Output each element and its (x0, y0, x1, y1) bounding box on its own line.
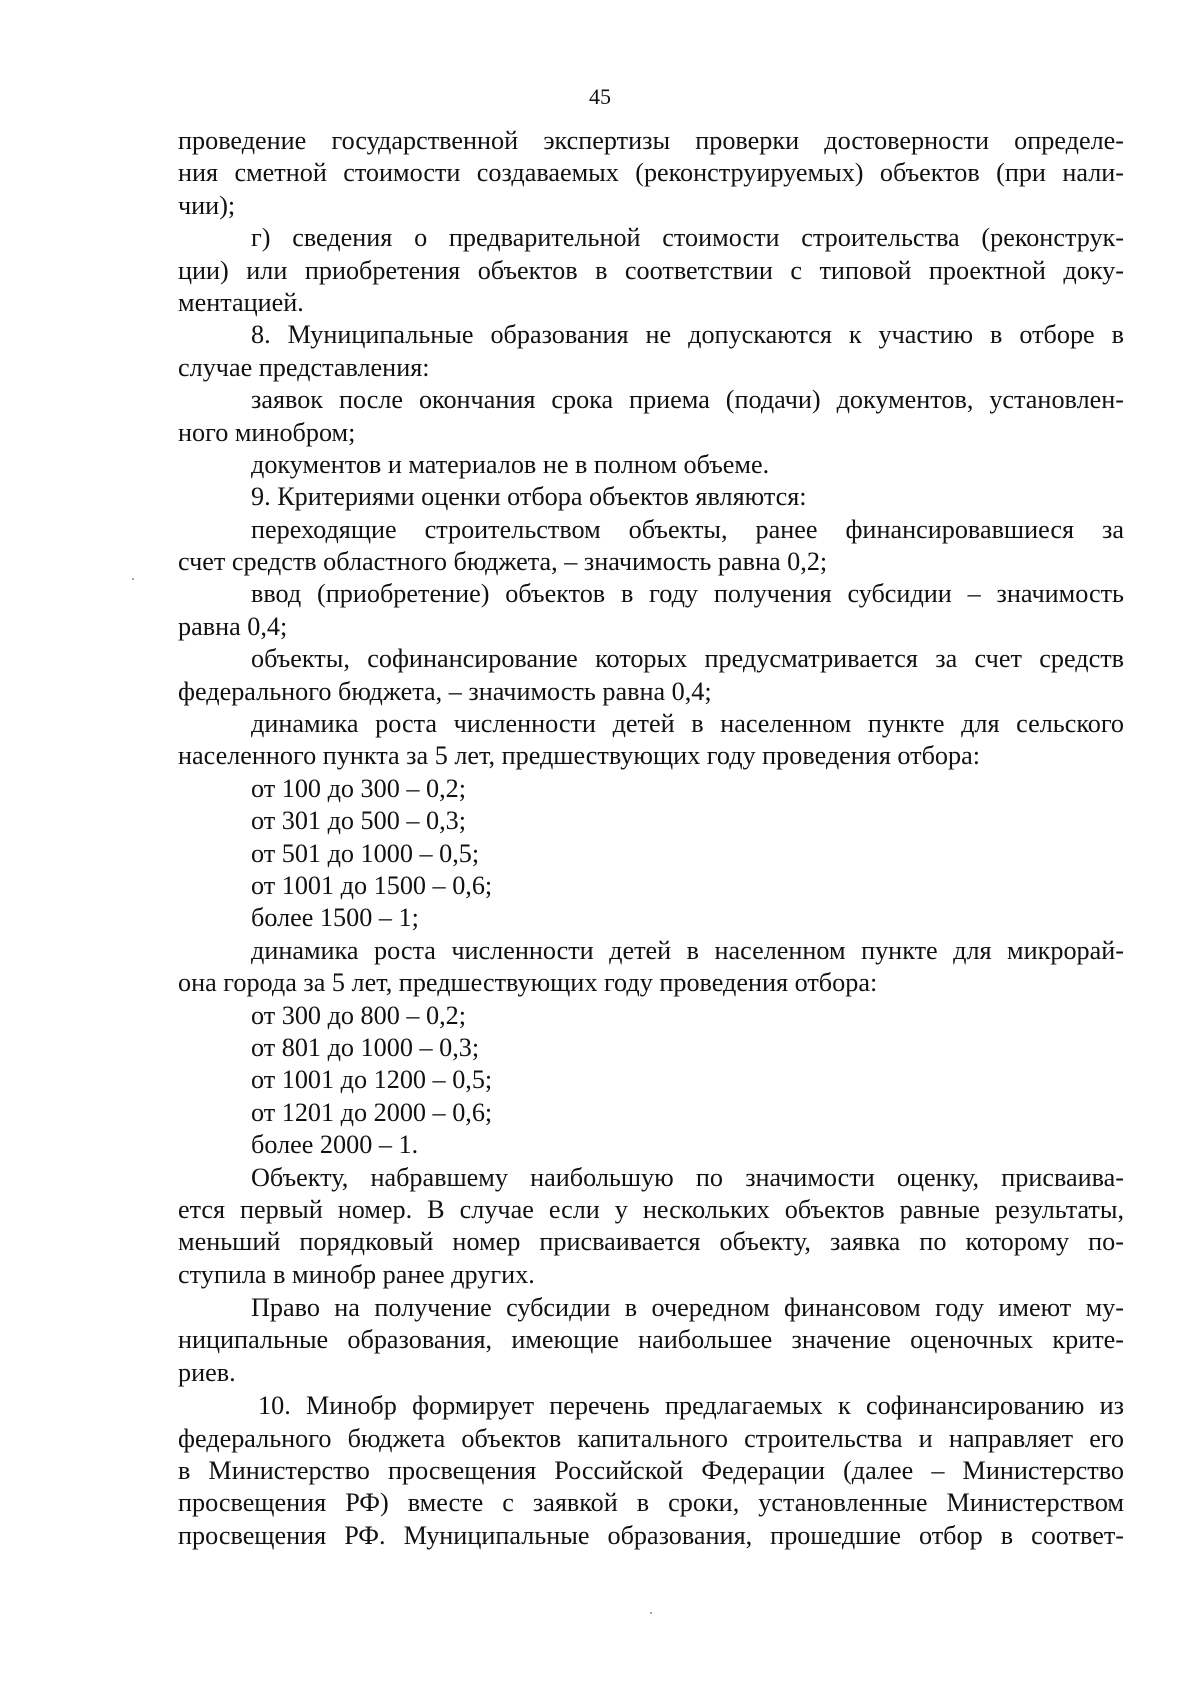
document-body (178, 125, 1124, 1552)
text-line: случае представления: (178, 352, 430, 382)
text-line: более 1500 – 1; (251, 903, 419, 933)
text-line: равна 0,4; (178, 611, 288, 641)
text-line: более 2000 – 1. (251, 1130, 419, 1160)
text-line: 10. Минобр формирует перечень предлагаемых к софинансированию из (258, 1391, 1124, 1421)
text-line: документов и материалов не в полном объеме. (251, 449, 770, 479)
text-line: Объекту, набравшему наибольшую по значимости оценку, присваива- (251, 1162, 1124, 1192)
text-line: риев. (178, 1357, 236, 1387)
text-line: от 300 до 800 – 0,2; (251, 1000, 467, 1030)
text-line: ниципальные образования, имеющие наибольшее значение оценочных крите- (178, 1325, 1124, 1355)
text-line: федерального бюджета, – значимость равна 0,4; (178, 676, 712, 706)
text-line: от 301 до 500 – 0,3; (251, 806, 467, 836)
text-line: чии); (178, 190, 236, 220)
text-line: переходящие строительством объекты, ранее финансировавшиеся за (251, 514, 1124, 544)
page-number: 45 (589, 84, 611, 109)
text-line: от 100 до 300 – 0,2; (251, 773, 467, 803)
text-line: динамика роста численности детей в населенном пункте для сельского (251, 709, 1124, 739)
scan-speck (650, 1612, 652, 1614)
text-line: ступила в минобр ранее других. (178, 1259, 535, 1289)
text-line: от 1001 до 1500 – 0,6; (251, 870, 493, 900)
text-line: счет средств областного бюджета, – значимость равна 0,2; (178, 547, 828, 577)
text-line: от 801 до 1000 – 0,3; (251, 1032, 480, 1062)
text-line: динамика роста численности детей в населенном пункте для микрорай- (251, 935, 1124, 965)
text-line: она города за 5 лет, предшествующих году проведения отбора: (178, 968, 878, 998)
text-line: ции) или приобретения объектов в соответствии с типовой проектной доку- (178, 255, 1124, 285)
text-line: меньший порядковый номер присваивается объекту, заявка по которому по- (178, 1227, 1124, 1257)
text-line: просвещения РФ. Муниципальные образования, прошедшие отбор в соответ- (178, 1520, 1124, 1550)
text-line: федерального бюджета объектов капитального строительства и направляет его (178, 1423, 1124, 1453)
text-line: г) сведения о предварительной стоимости строительства (реконструк- (251, 223, 1124, 253)
text-line: в Министерство просвещения Российской Федерации (далее – Министерство (178, 1456, 1124, 1486)
text-line: от 1201 до 2000 – 0,6; (251, 1097, 493, 1127)
text-line: заявок после окончания срока приема (подачи) документов, установлен- (251, 385, 1124, 415)
text-line: 9. Критериями оценки отбора объектов являются: (251, 482, 807, 512)
text-line: ввод (приобретение) объектов в году получения субсидии – значимость (251, 579, 1124, 609)
text-line: просвещения РФ) вместе с заявкой в сроки, установленные Министерством (178, 1488, 1124, 1518)
text-line: Право на получение субсидии в очередном финансовом году имеют му- (251, 1293, 1124, 1323)
text-line: ется первый номер. В случае если у нескольких объектов равные результаты, (178, 1194, 1124, 1224)
text-line: ментацией. (178, 287, 304, 317)
text-line: ного минобром; (178, 417, 356, 447)
text-line: от 1001 до 1200 – 0,5; (251, 1065, 493, 1095)
scan-speck (132, 578, 134, 580)
text-line: объекты, софинансирование которых предусматривается за счет средств (251, 644, 1124, 674)
text-line: 8. Муниципальные образования не допускаются к участию в отборе в (251, 320, 1124, 350)
text-line: от 501 до 1000 – 0,5; (251, 838, 480, 868)
text-line: проведение государственной экспертизы проверки достоверности определе- (178, 126, 1124, 155)
text-line: ния сметной стоимости создаваемых (реконструируемых) объектов (при нали- (178, 158, 1124, 188)
text-line: населенного пункта за 5 лет, предшествующих году проведения отбора: (178, 741, 981, 771)
